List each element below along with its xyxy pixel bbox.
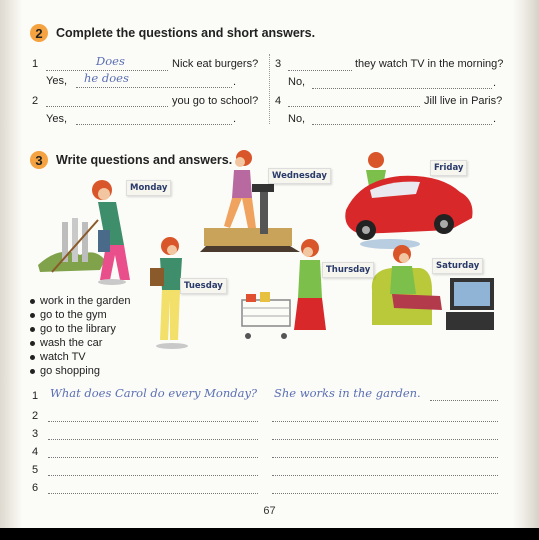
item-1-answer-blank[interactable] (76, 87, 232, 88)
activity-item: go shopping (30, 365, 100, 377)
activity-item: go to the library (30, 323, 116, 335)
item-4-number: 4 (275, 95, 282, 107)
row-4-number: 4 (32, 446, 39, 458)
day-label-wednesday: Wednesday (268, 168, 331, 184)
exercise-2-badge: 2 (30, 24, 48, 42)
item-3-question: they watch TV in the morning? (355, 58, 504, 70)
row-2-answer-blank[interactable] (272, 421, 498, 422)
item-3-no: No, (288, 76, 306, 88)
row-2-question-blank[interactable] (48, 421, 258, 422)
item-2-number: 2 (32, 95, 39, 107)
row-5-number: 5 (32, 464, 39, 476)
item-2-blank[interactable] (46, 106, 168, 107)
day-label-thursday: Thursday (322, 262, 374, 278)
bullet-icon (30, 355, 35, 360)
item-4-answer-blank[interactable] (312, 124, 492, 125)
item-1-number: 1 (32, 58, 39, 70)
gym-illustration (200, 150, 300, 252)
day-label-friday: Friday (430, 160, 467, 176)
page-number: 67 (263, 505, 276, 517)
item-2-question: you go to school? (172, 95, 259, 107)
day-label-monday: Monday (126, 180, 171, 196)
bullet-icon (30, 299, 35, 304)
bullet-icon (30, 341, 35, 346)
row-1-question: What does Carol do every Monday? (50, 386, 258, 400)
bullet-icon (30, 369, 35, 374)
row-4-question-blank[interactable] (48, 457, 258, 458)
item-4-no: No, (288, 113, 306, 125)
exercise-3-title: Write questions and answers. (56, 153, 233, 167)
row-5-answer-blank[interactable] (272, 475, 498, 476)
day-label-tuesday: Tuesday (180, 278, 227, 294)
row-6-answer-blank[interactable] (272, 493, 498, 494)
item-1-filled-word: Does (96, 54, 125, 68)
item-3-period: . (493, 77, 497, 89)
item-4-period: . (493, 113, 497, 125)
item-3-blank[interactable] (288, 70, 352, 71)
item-3-number: 3 (275, 58, 282, 70)
activity-item: work in the garden (30, 295, 131, 307)
item-4-question: Jill live in Paris? (424, 95, 503, 107)
item-1-period: . (233, 76, 237, 88)
row-1-blank[interactable] (430, 400, 498, 401)
item-1-yes: Yes, (46, 75, 68, 87)
item-2-yes: Yes, (46, 113, 68, 125)
row-3-question-blank[interactable] (48, 439, 258, 440)
item-1-filled-answer: he does (84, 71, 129, 85)
row-1-answer: She works in the garden. (274, 386, 421, 400)
row-5-question-blank[interactable] (48, 475, 258, 476)
gardener-illustration (38, 180, 130, 285)
row-1-number: 1 (32, 390, 39, 402)
item-2-period: . (233, 113, 237, 125)
activity-item: go to the gym (30, 309, 107, 321)
exercise-3-badge: 3 (30, 151, 48, 169)
shopping-illustration (242, 239, 326, 339)
page-edge-left (0, 0, 22, 528)
row-4-answer-blank[interactable] (272, 457, 498, 458)
exercise-2-title: Complete the questions and short answers. (56, 26, 316, 40)
row-6-number: 6 (32, 482, 39, 494)
activity-item: watch TV (30, 351, 86, 363)
day-label-saturday: Saturday (432, 258, 483, 274)
row-3-answer-blank[interactable] (272, 439, 498, 440)
item-4-blank[interactable] (288, 106, 420, 107)
activity-item: wash the car (30, 337, 102, 349)
row-2-number: 2 (32, 410, 39, 422)
column-separator (269, 54, 270, 124)
bullet-icon (30, 313, 35, 318)
bullet-icon (30, 327, 35, 332)
item-3-answer-blank[interactable] (312, 88, 492, 89)
item-2-answer-blank[interactable] (76, 124, 232, 125)
row-3-number: 3 (32, 428, 39, 440)
row-6-question-blank[interactable] (48, 493, 258, 494)
item-1-question: Nick eat burgers? (172, 58, 259, 70)
